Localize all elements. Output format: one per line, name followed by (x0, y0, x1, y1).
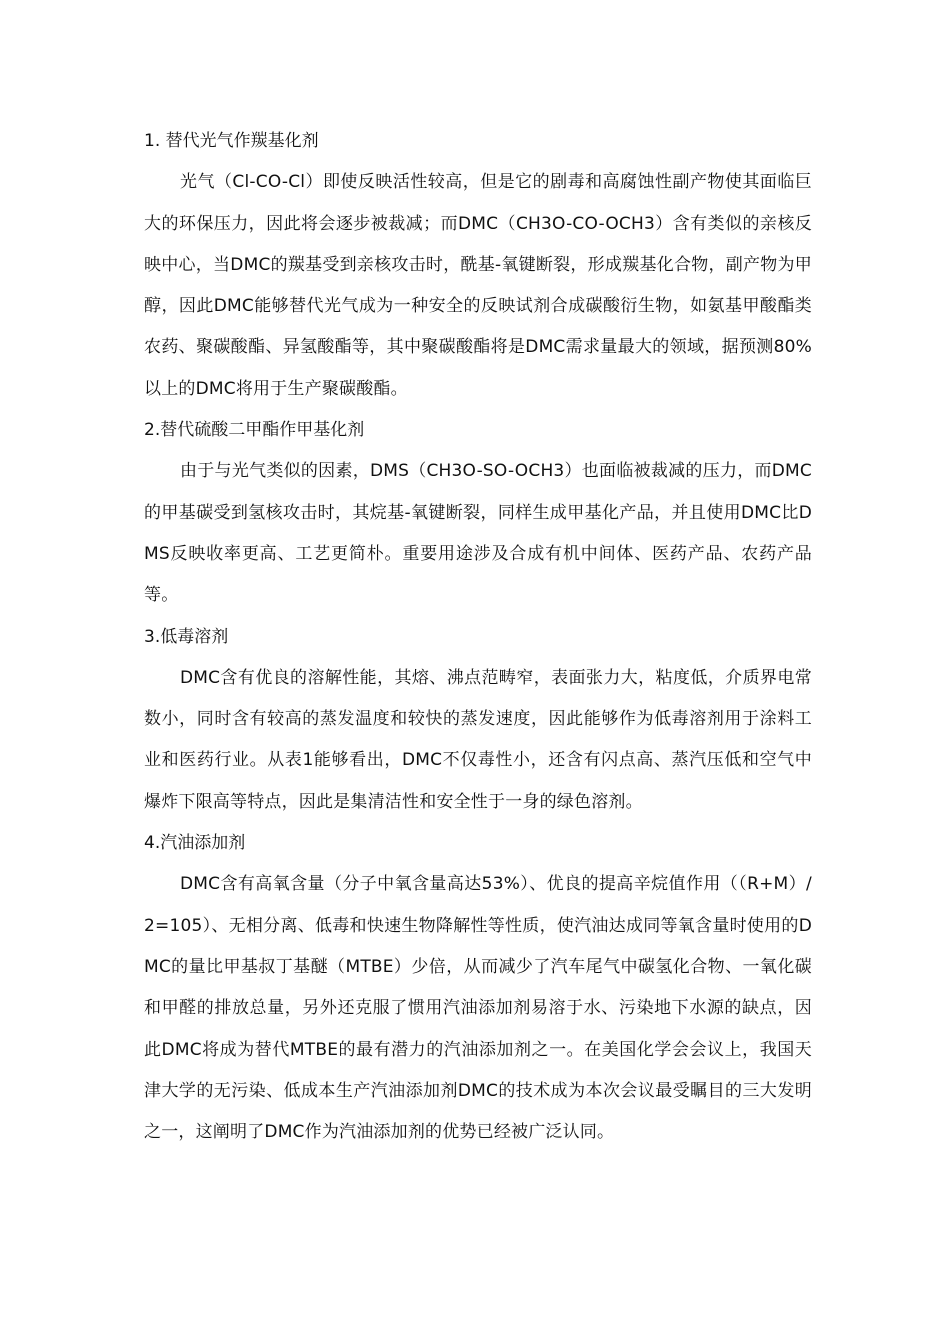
section-paragraph: DMC含有优良的溶解性能，其熔、沸点范畴窄，表面张力大，粘度低，介质界电常数小，同时含有较高的蒸发温度和较快的蒸发速度，因此能够作为低毒溶剂用于涂料工业和医药行业。从表1能够看出，DMC不仅毒性小，还含有闪点高、蒸汽压低和空气中爆炸下限高等特点，因此是集清洁性和安全性于一身的绿色溶剂。 (144, 667, 812, 812)
document-body (144, 121, 812, 1153)
section-gasoline-additive (144, 823, 812, 1153)
section-paragraph: DMC含有高氧含量（分子中氧含量高达53%）、优良的提高辛烷值作用（（R+M）/2=105）、无相分离、低毒和快速生物降解性等性质，使汽油达成同等氧含量时使用的DMC的量比甲基叔丁基醚（MTBE）少倍，从而减少了汽车尾气中碳氢化合物、一氧化碳和甲醛的排放总量，另外还克服了惯用汽油添加剂易溶于水、污染地下水源的缺点，因此DMC将成为替代MTBE的最有潜力的汽油添加剂之一。在美国化学会会议上，我国天津大学的无污染、低成本生产汽油添加剂DMC的技术成为本次会议最受瞩目的三大发明之一，这阐明了DMC作为汽油添加剂的优势已经被广泛认同。 (144, 874, 812, 1143)
section-heading: 3.低毒溶剂 (144, 626, 229, 647)
section-heading: 4.汽油添加剂 (144, 833, 246, 854)
section-heading: 1. 替代光气作羰基化剂 (144, 131, 319, 151)
section-low-toxicity-solvent (144, 617, 812, 823)
section-paragraph: 光气（Cl-CO-Cl）即使反映活性较高，但是它的剧毒和高腐蚀性副产物使其面临巨大的环保压力，因此将会逐步被裁减；而DMC（CH3O-CO-OCH3）含有类似的亲核反映中心，当DMC的羰基受到亲核攻击时，酰基-氧键断裂，形成羰基化合物，副产物为甲醇，因此DMC能够替代光气成为一种安全的反映试剂合成碳酸衍生物，如氨基甲酸酯类农药、聚碳酸酯、异氢酸酯等，其中聚碳酸酯将是DMC需求量最大的领域，据预测80%以上的DMC将用于生产聚碳酸酯。 (144, 172, 812, 399)
section-paragraph: 由于与光气类似的因素，DMS（CH3O-SO-OCH3）也面临被裁减的压力，而DMC的甲基碳受到氢核攻击时，其烷基-氧键断裂，同样生成甲基化产品，并且使用DMC比DMS反映收率更高、工艺更简朴。重要用途涉及合成有机中间体、医药产品、农药产品等。 (144, 461, 812, 606)
section-methylating-agent (144, 410, 812, 616)
section-phosgene-replacement (144, 121, 812, 410)
section-heading: 2.替代硫酸二甲酯作甲基化剂 (144, 420, 365, 441)
